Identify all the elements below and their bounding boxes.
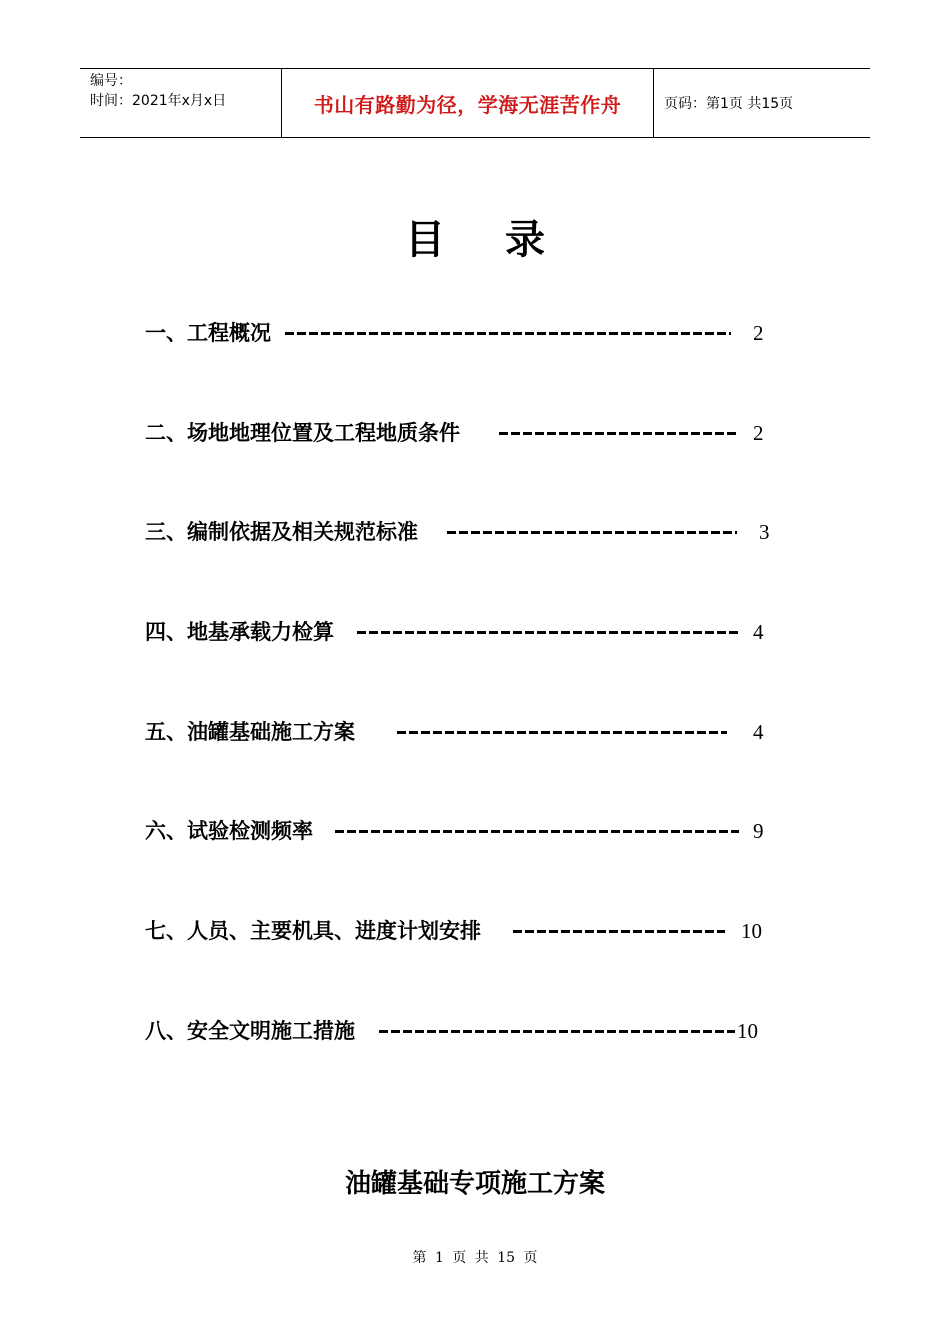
page-footer: 第 1 页 共 15 页 (412, 1250, 538, 1266)
header-page-info (654, 69, 870, 137)
toc-leader (499, 432, 739, 435)
number-label: 编号： (90, 73, 132, 89)
toc-leader (357, 631, 739, 634)
toc-entry[interactable] (145, 816, 785, 846)
page-header (80, 68, 870, 138)
toc-entry[interactable] (145, 617, 785, 647)
toc-leader (397, 731, 727, 734)
toc-entry-page: 2 (753, 321, 764, 345)
header-meta (80, 69, 282, 137)
toc-entry-label: 三、编制依据及相关规范标准 (145, 520, 418, 544)
toc-entry-page: 4 (753, 620, 764, 644)
toc-title: 目录 (405, 217, 605, 263)
toc-leader (447, 531, 737, 534)
toc-entry[interactable] (145, 318, 785, 348)
document-title: 油罐基础专项施工方案 (344, 1169, 605, 1199)
toc-entry[interactable] (145, 717, 785, 747)
toc-entry-label: 四、地基承载力检算 (145, 620, 334, 644)
toc-entry-label: 二、场地地理位置及工程地质条件 (145, 421, 460, 445)
toc-entry[interactable] (145, 418, 785, 448)
header-motto-cell (282, 69, 654, 137)
toc-entry-label: 一、工程概况 (145, 321, 271, 345)
toc-leader (285, 332, 731, 335)
toc-leader (513, 930, 725, 933)
toc-entry-label: 七、人员、主要机具、进度计划安排 (145, 919, 481, 943)
toc-entry[interactable] (145, 916, 785, 946)
toc-entry[interactable] (145, 517, 785, 547)
toc-entry-page: 2 (753, 421, 764, 445)
toc-entry-page: 10 (737, 1019, 758, 1043)
toc-entry-page: 3 (759, 520, 770, 544)
motto-text: 书山有路勤为径，学海无涯苦作舟 (313, 92, 622, 117)
page-info-text: 页码：第1页 共15页 (664, 96, 794, 112)
toc-entry-label: 六、试验检测频率 (145, 819, 313, 843)
toc-entry-page: 9 (753, 819, 764, 843)
toc-leader (335, 830, 739, 833)
toc-entry-label: 八、安全文明施工措施 (145, 1019, 355, 1043)
date-label: 时间：2021年x月x日 (90, 93, 227, 109)
toc-entry-page: 10 (741, 919, 762, 943)
toc-leader (379, 1030, 735, 1033)
toc-entry[interactable] (145, 1016, 785, 1046)
toc-entry-page: 4 (753, 720, 764, 744)
toc-entry-label: 五、油罐基础施工方案 (145, 720, 355, 744)
